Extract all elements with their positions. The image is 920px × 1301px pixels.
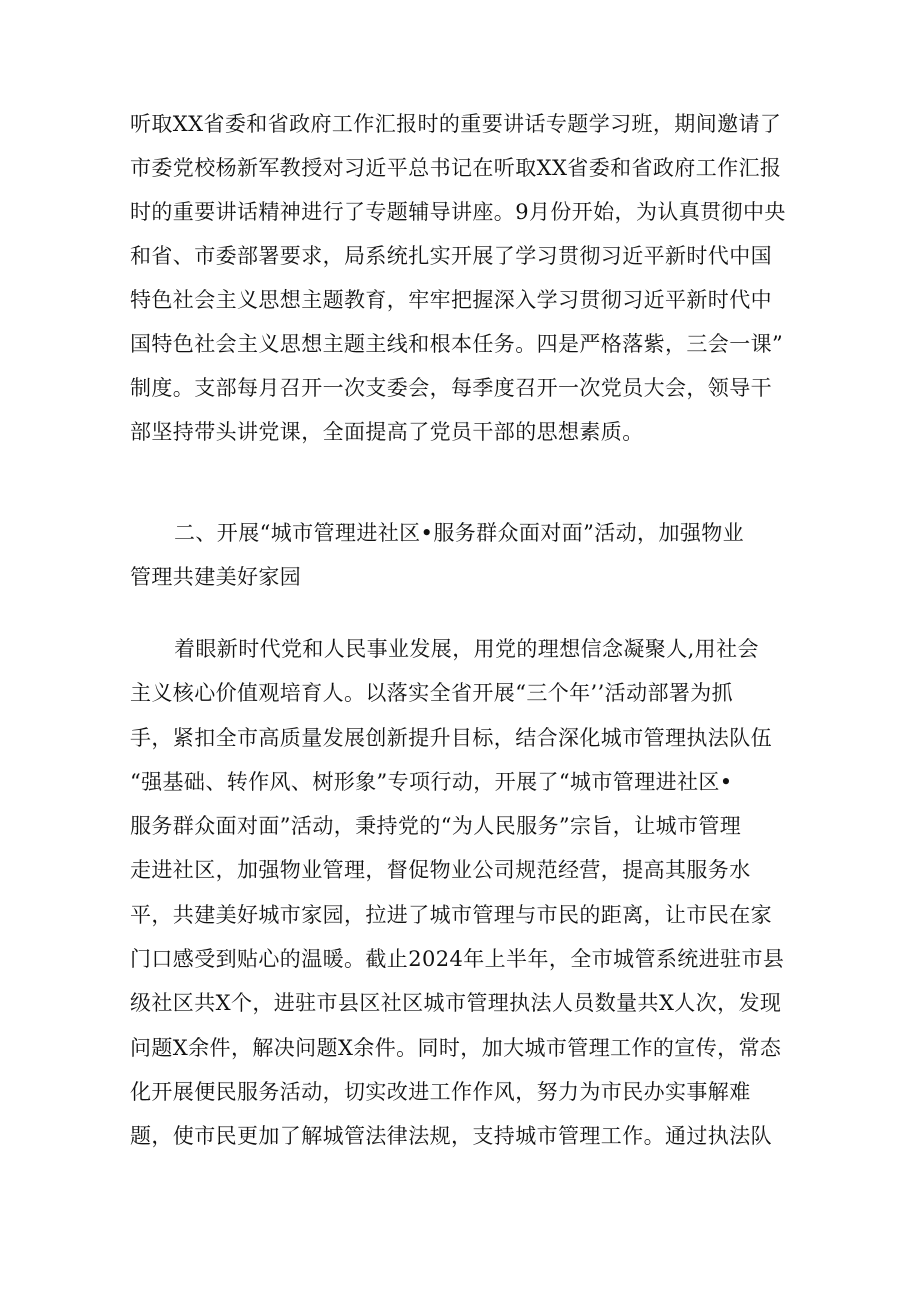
section-heading-2 [130,511,800,599]
text-line: 门口感受到贴心的温暖。截止2024年上半年，全市城管系统进驻市县 [130,947,785,972]
text-line: 主义核心价值观培育人。以落实全省开展“三个年’’活动部署为抓 [130,681,734,706]
text-line: 级社区共X个，进驻市县区社区城市管理执法人员数量共X人次，发现 [130,991,782,1016]
paragraph-study-sessions [130,102,800,454]
text-line: 国特色社会主义思想主题主线和根本任务。四是严格落紫，三会一课” [130,332,784,356]
text-line: 走进社区，加强物业管理，督促物业公司规范经营，提高其服务水 [130,858,751,883]
text-line: 听取XX省委和省政府工作汇报时的重要讲话专题学习班，期间邀请了 [130,112,782,136]
text-line: 时的重要讲话精神进行了专题辅导讲座。9月份开始，为认真贯彻中央 [130,200,786,224]
text-line: 着眼新时代党和人民事业发展，用党的理想信念凝聚人,用社会 [174,637,759,661]
text-line: 制度。支部每月召开一次支委会，每季度召开一次党员大会，领导干 [130,376,772,400]
text-line: 平，共建美好城市家园，拉进了城市管理与市民的距离，让市民在家 [130,902,772,927]
text-line: 服务群众面对面”活动，秉持党的“为人民服务”宗旨，让城市管理 [130,814,742,839]
text-line: 市委党校杨新军教授对习近平总书记在听取XX省委和省政府工作汇报 [130,156,782,180]
text-line: 特色社会主义思想主题教育，牢牢把握深入学习贯彻习近平新时代中 [130,288,772,312]
paragraph-community-activity [130,627,800,1159]
heading-line: 管理共建美好家园 [130,565,302,589]
text-line: “强基础、转作风、树形象”专项行动，开展了“城市管理进社区• [130,769,733,794]
text-line: 化开展便民服务活动，切实改进工作作风，努力为市民办实事解难 [130,1079,751,1104]
text-line: 手，紧扣全市高质量发展创新提升目标，结合深化城市管理执法队伍 [130,725,772,750]
text-line: 部坚持带头讲党课，全面提高了党员干部的思想素质。 [130,420,644,444]
heading-line: 二、开展“城市管理进社区•服务群众面对面”活动，加强物业 [174,521,745,545]
text-line: 题，使市民更加了解城管法律法规，支持城市管理工作。通过执法队 [130,1124,772,1149]
text-line: 问题X余件，解决问题X余件。同时，加大城市管理工作的宣传，常态 [130,1035,782,1060]
text-line: 和省、市委部署要求，局系统扎实开展了学习贯彻习近平新时代中国 [130,244,772,268]
